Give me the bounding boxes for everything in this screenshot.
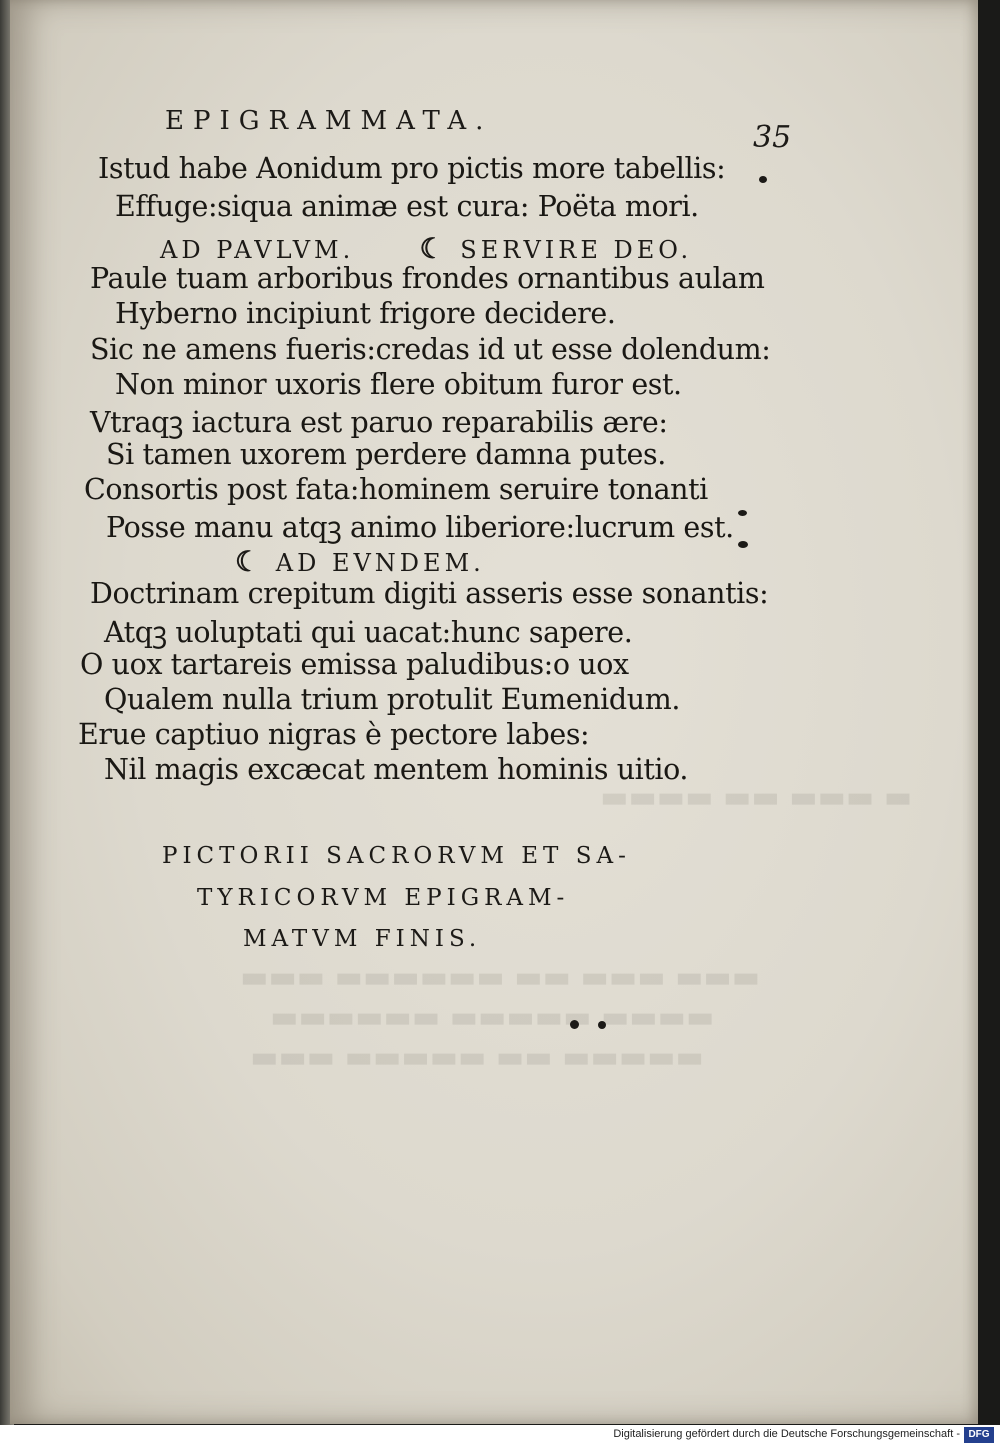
verse-line: Posse manu atqꝫ animo liberiore:lucrum est. [106,511,734,544]
verse-line: Effuge:siqua animæ est cura: Poëta mori. [115,190,699,223]
ink-mark [598,1021,606,1029]
paragraph-mark-icon: ☾ [419,232,445,265]
verse-line: Doctrinam crepitum digiti asseris esse sonantis: [90,577,769,610]
heading-title: AD PAVLVM. [160,236,355,264]
show-through-4: ▬▬▬▬▬ ▬▬ ▬▬▬▬▬ ▬▬▬ [250,1040,704,1075]
heading-title: AD EVNDEM. [275,549,485,577]
show-through-2: ▬▬▬ ▬▬▬ ▬▬ ▬▬▬▬▬▬ ▬▬▬ [240,960,761,995]
verse-line: Atqꝫ uoluptati qui uacat:hunc sapere. [104,616,633,649]
colophon-line: MATVM FINIS. [243,926,482,952]
paragraph-mark-icon: ☾ [235,545,261,578]
verse-line: Vtraqꝫ iactura est paruo reparabilis ære: [90,406,668,439]
colophon-line: PICTORII SACRORVM ET SA- [162,843,631,869]
verse-line: Hyberno incipiunt frigore decidere. [115,297,616,330]
verse-line: O uox tartareis emissa paludibus:o uox [80,648,629,681]
section-heading [235,545,485,578]
section-heading [160,232,692,265]
dfg-logo: DFG [964,1427,994,1443]
running-head: EPIGRAMMATA. [165,106,493,136]
verse-line: Istud habe Aonidum pro pictis more tabellis: [98,152,726,185]
book-page [10,0,978,1424]
verse-line: Qualem nulla trium protulit Eumenidum. [104,683,680,716]
ink-mark [738,510,747,516]
folio-number: 35 [753,120,792,155]
ink-mark [738,541,748,548]
show-through-1: ▬ ▬▬▬ ▬▬ ▬▬▬▬ [600,780,913,815]
verse-line: Paule tuam arboribus frondes ornantibus aulam [90,262,765,295]
verse-line: Non minor uxoris flere obitum furor est. [115,368,682,401]
colophon-line: TYRICORVM EPIGRAM- [197,885,570,911]
funding-credit: Digitalisierung gefördert durch die Deutsche Forschungsgemeinschaft - [613,1428,960,1440]
show-through-3: ▬▬▬▬ ▬▬▬▬▬ ▬▬▬▬▬▬ [270,1000,715,1035]
verse-line: Si tamen uxorem perdere damna putes. [106,438,666,471]
verse-line: Consortis post fata:hominem seruire tonanti [84,473,708,506]
verse-line: Nil magis excæcat mentem hominis uitio. [104,753,689,786]
heading-subtitle: SERVIRE DEO. [460,236,693,264]
ink-mark [570,1020,579,1029]
verse-line: Erue captiuo nigras è pectore labes: [78,718,590,751]
ink-mark [759,176,767,183]
verse-line: Sic ne amens fueris:credas id ut esse dolendum: [90,333,771,366]
